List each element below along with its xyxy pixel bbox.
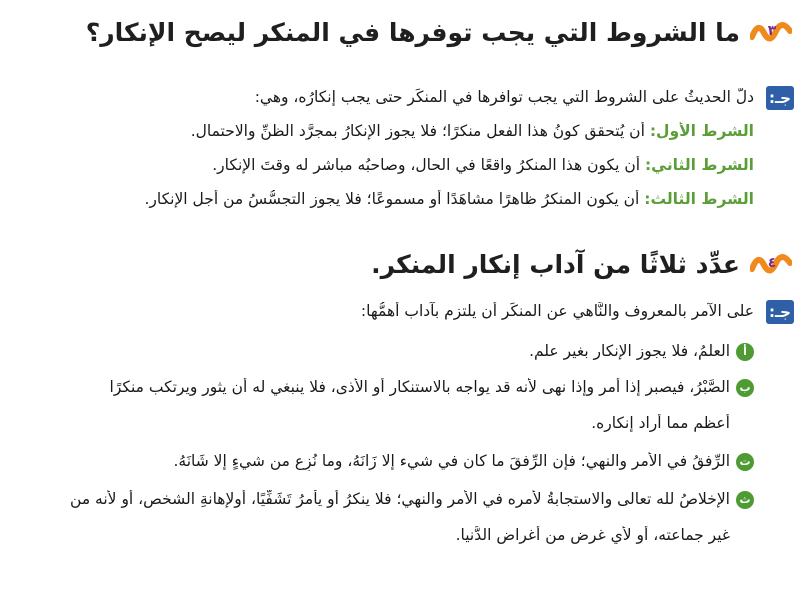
marker-b-icon: ب — [736, 379, 754, 397]
answer-4-label: جـ: — [766, 300, 794, 324]
condition-2 — [8, 156, 754, 174]
list-item-c — [8, 452, 754, 471]
answer-3 — [8, 86, 794, 236]
list-item-c-text: الرِّفقُ في الأمر والنهي؛ فإن الرِّفقَ ما كان في شيء إلا زَانَهُ، وما نُزِع من شيءٍ إلا شَانَهُ. — [173, 452, 730, 470]
question-3-title: ما الشروط التي يجب توفرها في المنكر ليصح الإنكار؟ — [85, 17, 740, 47]
question-4-number: ٤ — [767, 255, 777, 271]
list-item-b — [8, 378, 754, 397]
list-item-b-text-1: الصَّبْرُ، فيصبر إذا أمر وإذا نهى لأنه قد يواجه بالاستنكار أو الأذى، فلا ينبغي له أن يثور ويرتكب منكرًا — [109, 378, 730, 396]
condition-1 — [8, 122, 754, 140]
question-3-badge-icon — [750, 15, 792, 49]
condition-2-label: الشرط الثاني: — [644, 156, 754, 174]
answer-4 — [8, 300, 794, 600]
question-3-header — [8, 10, 792, 54]
list-item-a-text: العلمُ، فلا يجوز الإنكار بغير علم. — [529, 342, 730, 360]
condition-3-label: الشرط الثالث: — [644, 190, 754, 208]
condition-2-text: أن يكون هذا المنكرُ واقعًا في الحال، وصاحبُه مباشر له وقتَ الإنكار. — [212, 156, 641, 174]
marker-c-icon: ت — [736, 453, 754, 471]
question-4-title: عدِّد ثلاثًا من آداب إنكار المنكر. — [371, 249, 740, 279]
question-3-number: ٣ — [767, 23, 777, 39]
marker-a-icon: أ — [736, 343, 754, 361]
condition-3-text: أن يكون المنكرُ ظاهرًا مشاهَدًا أو مسموعًا؛ فلا يجوز التجسُّسُ من أجل الإنكار. — [144, 190, 640, 208]
question-4-badge-icon — [750, 247, 792, 281]
list-item-a — [8, 342, 754, 361]
marker-d-icon: ث — [736, 491, 754, 509]
list-item-d — [8, 490, 754, 509]
condition-1-label: الشرط الأول: — [649, 122, 754, 140]
answer-3-intro: دلَّ الحديثُ على الشروط التي يجب توافرها في المنكَر حتى يجب إنكارُه، وهي: — [254, 88, 754, 106]
list-item-b-cont: أعظم مما أراد إنكاره. — [591, 414, 730, 432]
answer-4-intro: على الآمر بالمعروف والنَّاهي عن المنكَر أن يلتزم بآداب أهمُّها: — [360, 302, 754, 320]
list-item-d-cont: غير جماعته، أو لأي غرض من أغراض الدُّنيا. — [455, 526, 730, 544]
condition-3 — [8, 190, 754, 208]
answer-3-label: جـ: — [766, 86, 794, 110]
list-item-d-text-1: الإخلاصُ لله تعالى والاستجابةُ لأمره في الأمر والنهي؛ فلا ينكرُ أو يأمرُ تَشَفِّيًا، أولإهانةِ الشخص، أو لأنه من — [70, 490, 730, 508]
condition-1-text: أن يُتحقق كونُ هذا الفعلِ منكرًا؛ فلا يجوز الإنكارُ بمجرَّد الظنِّ والاحتمال. — [190, 122, 645, 140]
question-4-header — [8, 242, 792, 286]
